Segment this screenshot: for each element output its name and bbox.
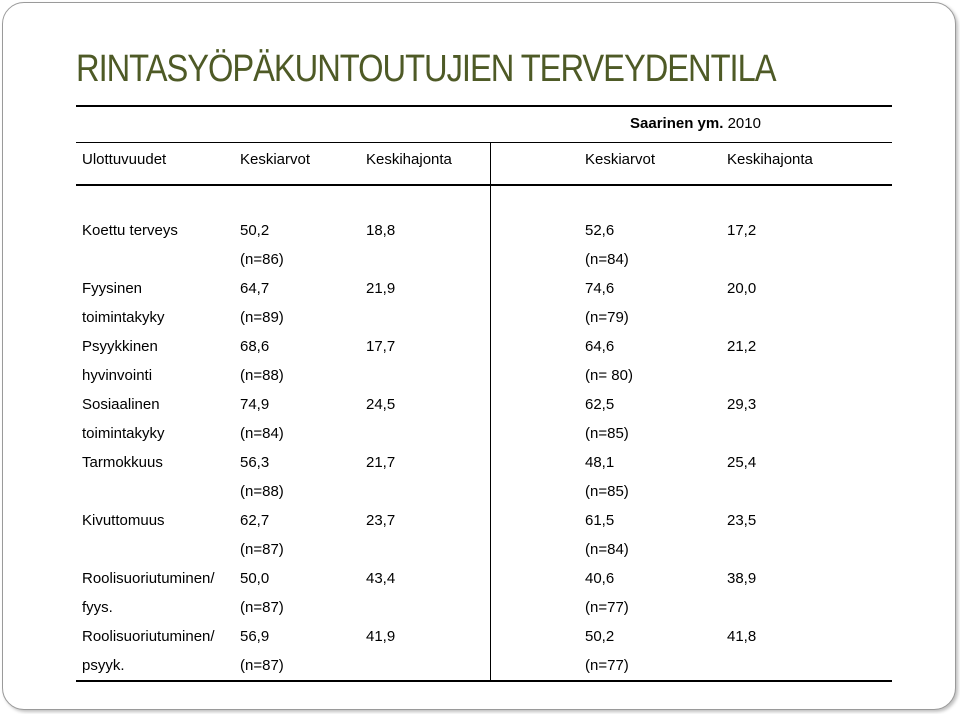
header-dimensions: Ulottuvuudet bbox=[82, 151, 167, 168]
slide-title: RINTASYÖPÄKUNTOUTUJIEN TERVEYDENTILA bbox=[76, 48, 776, 90]
cell-sd1: 43,4 bbox=[366, 570, 396, 587]
title-rule bbox=[76, 105, 892, 107]
cell-sd2: 23,5 bbox=[727, 512, 757, 529]
cell-n2: (n=84) bbox=[585, 541, 629, 558]
cell-mean2: 52,6 bbox=[585, 222, 615, 239]
source-year: 2010 bbox=[727, 115, 761, 132]
cell-label2: toimintakyky bbox=[82, 309, 165, 326]
cell-n1: (n=88) bbox=[240, 483, 284, 500]
cell-mean2: 40,6 bbox=[585, 570, 615, 587]
cell-mean1: 64,7 bbox=[240, 280, 270, 297]
cell-mean1: 56,3 bbox=[240, 454, 270, 471]
header-mean-2: Keskiarvot bbox=[585, 151, 656, 168]
cell-label1: Psyykkinen bbox=[82, 338, 158, 355]
cell-sd1: 41,9 bbox=[366, 628, 396, 645]
cell-n2: (n=85) bbox=[585, 425, 629, 442]
cell-mean2: 61,5 bbox=[585, 512, 615, 529]
cell-sd1: 18,8 bbox=[366, 222, 396, 239]
cell-mean2: 62,5 bbox=[585, 396, 615, 413]
cell-label1: Roolisuoriutuminen/ bbox=[82, 570, 215, 587]
header-bottom-rule bbox=[76, 184, 892, 186]
cell-n1: (n=87) bbox=[240, 657, 284, 674]
cell-sd1: 21,7 bbox=[366, 454, 396, 471]
cell-sd1: 21,9 bbox=[366, 280, 396, 297]
cell-label1: Tarmokkuus bbox=[82, 454, 163, 471]
cell-sd1: 23,7 bbox=[366, 512, 396, 529]
cell-label1: Kivuttomuus bbox=[82, 512, 165, 529]
source-citation bbox=[630, 115, 761, 132]
cell-mean2: 74,6 bbox=[585, 280, 615, 297]
cell-label2: fyys. bbox=[82, 599, 113, 616]
cell-mean1: 50,2 bbox=[240, 222, 270, 239]
cell-mean1: 62,7 bbox=[240, 512, 270, 529]
cell-n1: (n=89) bbox=[240, 309, 284, 326]
cell-n2: (n=85) bbox=[585, 483, 629, 500]
cell-n2: (n=77) bbox=[585, 599, 629, 616]
cell-n2: (n= 80) bbox=[585, 367, 633, 384]
table-bottom-rule bbox=[76, 680, 892, 682]
header-mean-1: Keskiarvot bbox=[240, 151, 311, 168]
cell-sd2: 21,2 bbox=[727, 338, 757, 355]
cell-label1: Koettu terveys bbox=[82, 222, 178, 239]
cell-n1: (n=87) bbox=[240, 599, 284, 616]
cell-n1: (n=84) bbox=[240, 425, 284, 442]
header-sd-2: Keskihajonta bbox=[727, 151, 813, 168]
cell-sd2: 41,8 bbox=[727, 628, 757, 645]
header-sd-1: Keskihajonta bbox=[366, 151, 452, 168]
cell-sd2: 29,3 bbox=[727, 396, 757, 413]
slide-frame bbox=[2, 2, 956, 710]
cell-label2: toimintakyky bbox=[82, 425, 165, 442]
cell-mean2: 50,2 bbox=[585, 628, 615, 645]
cell-sd2: 38,9 bbox=[727, 570, 757, 587]
cell-sd2: 20,0 bbox=[727, 280, 757, 297]
cell-n2: (n=84) bbox=[585, 251, 629, 268]
header-column-divider bbox=[490, 142, 491, 185]
header-top-rule bbox=[76, 142, 892, 143]
cell-sd1: 24,5 bbox=[366, 396, 396, 413]
cell-sd2: 25,4 bbox=[727, 454, 757, 471]
cell-mean1: 68,6 bbox=[240, 338, 270, 355]
cell-label2: psyyk. bbox=[82, 657, 125, 674]
cell-mean1: 50,0 bbox=[240, 570, 270, 587]
cell-n2: (n=77) bbox=[585, 657, 629, 674]
source-author: Saarinen ym. bbox=[630, 115, 724, 132]
cell-n2: (n=79) bbox=[585, 309, 629, 326]
cell-label1: Sosiaalinen bbox=[82, 396, 160, 413]
cell-n1: (n=87) bbox=[240, 541, 284, 558]
cell-mean2: 48,1 bbox=[585, 454, 615, 471]
cell-n1: (n=88) bbox=[240, 367, 284, 384]
cell-n1: (n=86) bbox=[240, 251, 284, 268]
cell-mean1: 74,9 bbox=[240, 396, 270, 413]
cell-sd1: 17,7 bbox=[366, 338, 396, 355]
cell-mean2: 64,6 bbox=[585, 338, 615, 355]
cell-label2: hyvinvointi bbox=[82, 367, 153, 384]
body-column-divider bbox=[490, 186, 491, 682]
cell-sd2: 17,2 bbox=[727, 222, 757, 239]
cell-label1: Fyysinen bbox=[82, 280, 143, 297]
cell-label1: Roolisuoriutuminen/ bbox=[82, 628, 215, 645]
cell-mean1: 56,9 bbox=[240, 628, 270, 645]
